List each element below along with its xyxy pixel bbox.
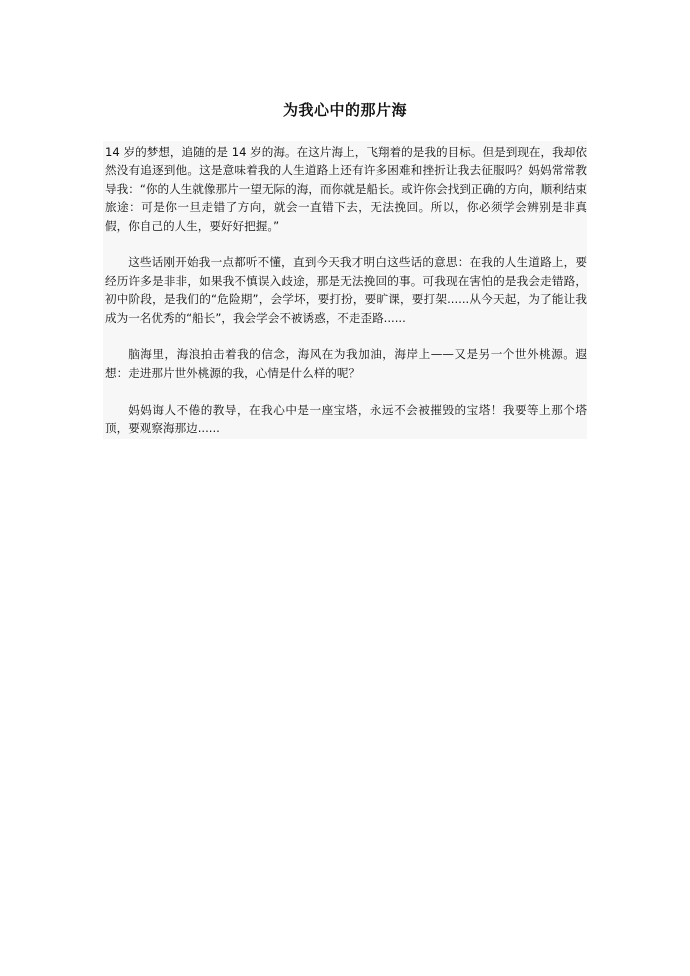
article-body (103, 141, 587, 439)
paragraph-4: 妈妈诲人不倦的教导，在我心中是一座宝塔，永远不会被摧毁的宝塔！我要等上那个塔顶，要观察海那边...... (105, 402, 587, 436)
paragraph-3: 脑海里，海浪拍击着我的信念，海风在为我加油，海岸上——又是另一个世外桃源。遐想：走进那片世外桃源的我，心情是什么样的呢？ (105, 347, 587, 380)
paragraph-spacer (105, 235, 587, 253)
paragraph-1: 14 岁的梦想，追随的是 14 岁的海。在这片海上，飞翔着的是我的目标。但是到现在，我却依然没有追逐到他。这是意味着我的人生道路上还有许多困难和挫折让我去征服吗？妈妈常常教导我：“你的人生就像那片一望无际的海，而你就是船长。或许你会找到正确的方向，顺利结束旅途：可是你一旦走错了方向，就会一直错下去，无法挽回。所以，你必须学会辨别是非真假，你自己的人生，要好好把握。” (105, 145, 587, 233)
paragraph-2: 这些话刚开始我一点都听不懂，直到今天我才明白这些话的意思：在我的人生道路上，要经历许多是非非，如果我不慎误入歧途，那是无法挽回的事。可我现在害怕的是我会走错路，初中阶段，是我们的“危险期”，会学坏，要打扮，要旷课，要打架......从今天起，为了能让我成为一名优秀的“船长”，我会学会不被诱惑，不走歪路...... (105, 255, 587, 325)
paragraph-spacer (105, 327, 587, 345)
paragraph-spacer (105, 382, 587, 400)
page-title: 为我心中的那片海 (282, 101, 407, 119)
